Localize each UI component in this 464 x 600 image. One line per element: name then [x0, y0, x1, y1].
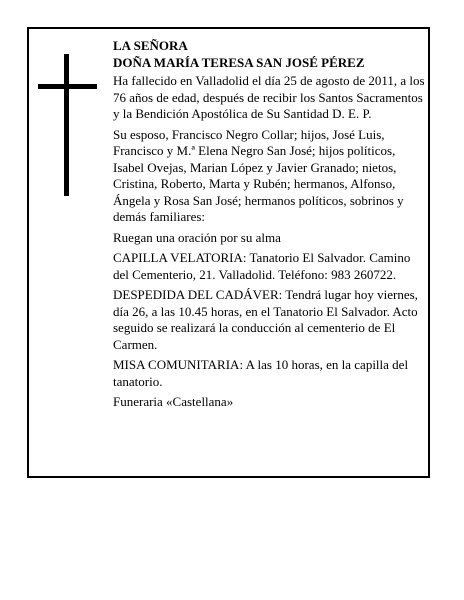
notice-body [113, 38, 425, 415]
prayer-paragraph: Ruegan una oración por su alma [113, 229, 281, 245]
farewell-text: Tendrá lugar hoy viernes, día 26, a las 10.45 horas, en el Tanatorio El Salvador. Acto seguido se realizará la conducción al cementerio de El Carmen. [113, 287, 418, 352]
cross-vertical-bar [64, 54, 69, 196]
family-paragraph: Su esposo, Francisco Negro Collar; hijos, José Luis, Francisco y M.ª Elena Negro San José; hijos políticos, Isabel Ovejas, Marian López y Javier Granado; nietos, Cristina, Roberto, Marta y Rubén; hermanos, Alfonso, Ángela y Rosa San José; hermanos políticos, sobrinos y demás familiares: [113, 126, 404, 224]
passing-paragraph: Ha fallecido en Valladolid el día 25 de agosto de 2011, a los 76 años de edad, después de recibir los Santos Sacramentos y la Bendición Apostólica de Su Santidad D. E. P. [113, 73, 425, 121]
mass-label: MISA COMUNITARIA: [113, 357, 244, 372]
notice-heading: LA SEÑORA [113, 38, 188, 53]
chapel-text: Tanatorio El Salvador. Camino del Cementerio, 21. Valladolid. Teléfono: 983 260722. [113, 250, 411, 282]
mass-text: A las 10 horas, en la capilla del tanatorio. [113, 357, 409, 389]
cross-horizontal-bar [38, 84, 97, 89]
chapel-paragraph [113, 250, 425, 283]
funeral-home: Funeraria «Castellana» [113, 394, 234, 409]
deceased-name: DOÑA MARÍA TERESA SAN JOSÉ PÉREZ [113, 54, 365, 70]
chapel-label: CAPILLA VELATORIA: [113, 250, 247, 265]
mass-paragraph [113, 357, 425, 390]
farewell-paragraph [113, 287, 425, 353]
farewell-label: DESPEDIDA DEL CADÁVER: [113, 287, 283, 302]
